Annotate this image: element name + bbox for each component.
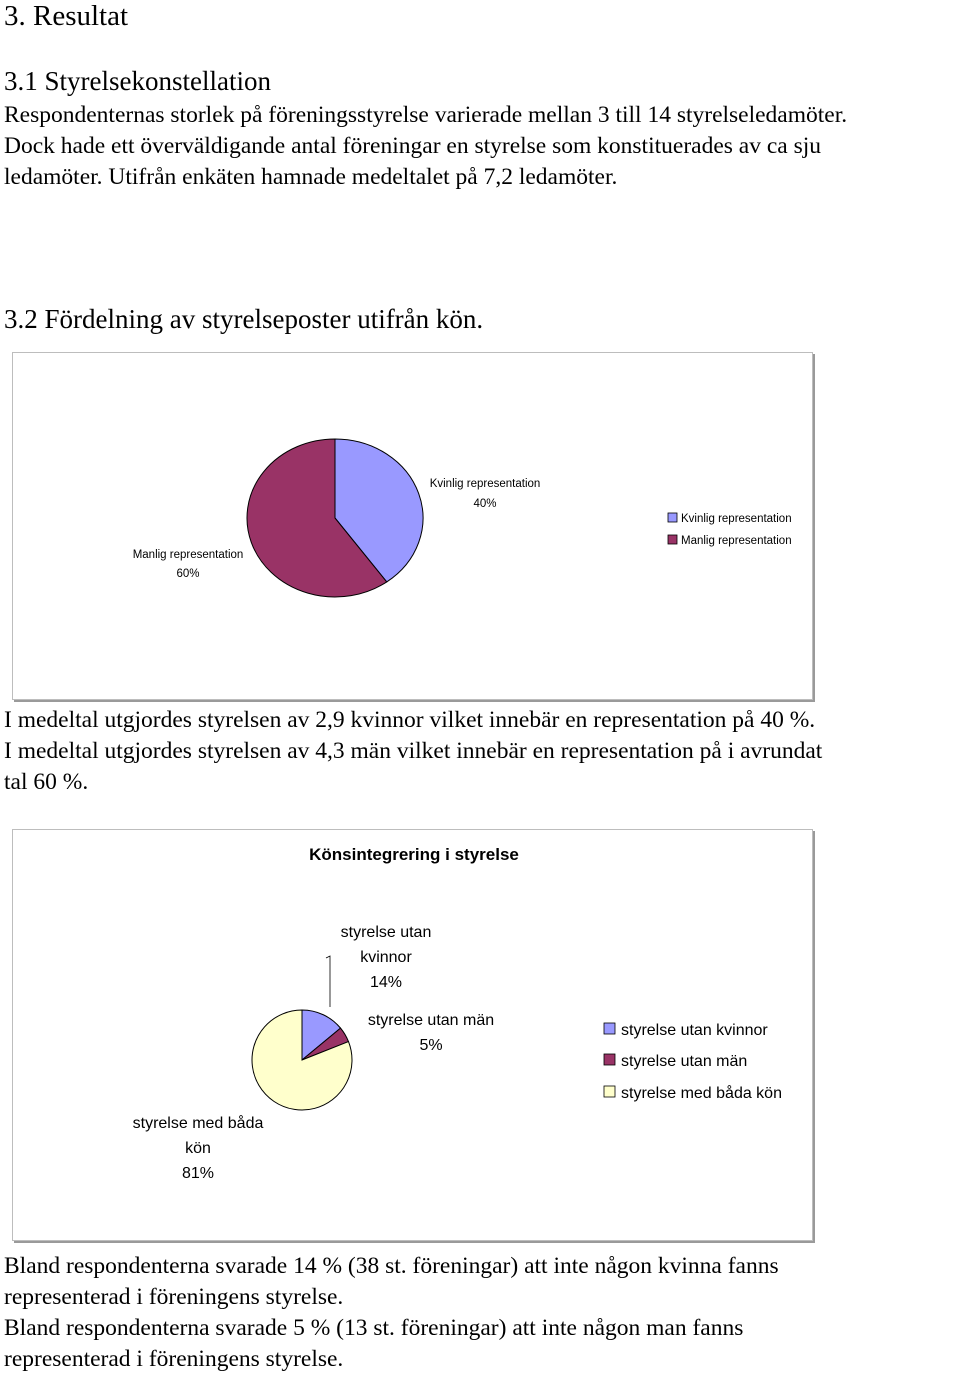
paragraph-line: I medeltal utgjordes styrelsen av 2,9 kvinnor vilket innebär en representation på 40 %. [4, 707, 816, 733]
paragraph-styrelsekonstellation [4, 100, 847, 193]
page-heading: 3. Resultat [4, 0, 129, 32]
leader-line-utan-kvinnor [326, 956, 330, 1007]
data-label-bada-kon-line1: styrelse med båda [132, 1115, 264, 1132]
paragraph-line: Dock hade ett överväldigande antal föreningar en styrelse som konstituerades av ca sju [4, 133, 821, 159]
legend-swatch-utan-man [604, 1054, 615, 1065]
legend-swatch-manlig [668, 535, 677, 544]
data-label-utan-kvinnor-line1: styrelse utan [340, 924, 432, 941]
pie-chart-representation [13, 353, 812, 699]
paragraph-line: Bland respondenterna svarade 14 % (38 st. föreningar) att inte någon kvinna fanns [4, 1253, 779, 1279]
paragraph-avslutning [4, 1251, 779, 1375]
legend-entry-utan-kvinnor: styrelse utan kvinnor [621, 1022, 768, 1039]
data-label-manlig-value: 60% [176, 568, 200, 580]
section-title-fordelning: 3.2 Fördelning av styrelseposter utifrån kön. [4, 304, 484, 334]
legend-swatch-utan-kvinnor [604, 1023, 615, 1034]
pie-chart-representation-panel [12, 352, 813, 700]
data-label-bada-kon-line2: kön [185, 1140, 211, 1157]
paragraph-line: I medeltal utgjordes styrelsen av 4,3 män vilket innebär en representation på i avrundat [4, 738, 823, 764]
pie-chart-konsintegrering-panel [12, 829, 813, 1241]
legend-entry-bada-kon: styrelse med båda kön [621, 1085, 782, 1102]
paragraph-line: representerad i föreningens styrelse. [4, 1284, 344, 1310]
paragraph-line: Respondenternas storlek på föreningsstyrelse varierade mellan 3 till 14 styrelseledamöter. [4, 102, 848, 128]
chart-title: Könsintegrering i styrelse [309, 845, 519, 864]
data-label-kvinlig-value: 40% [473, 498, 497, 510]
legend-entry-kvinlig: Kvinlig representation [681, 513, 792, 525]
data-label-utan-man-name: styrelse utan män [367, 1012, 495, 1029]
legend-entry-manlig: Manlig representation [681, 535, 792, 547]
paragraph-line: ledamöter. Utifrån enkäten hamnade medeltalet på 7,2 ledamöter. [4, 164, 618, 190]
data-label-utan-man-value: 5% [419, 1037, 443, 1054]
data-label-bada-kon-value: 81% [181, 1165, 215, 1182]
paragraph-line: tal 60 %. [4, 769, 89, 795]
legend-entry-utan-man: styrelse utan män [621, 1053, 748, 1070]
paragraph-fordelning [4, 705, 822, 798]
data-label-utan-kvinnor-line2: kvinnor [360, 949, 412, 966]
data-label-utan-kvinnor-value: 14% [369, 974, 403, 991]
data-label-kvinlig-name: Kvinlig representation [429, 478, 541, 490]
section-title-styrelsekonstellation: 3.1 Styrelsekonstellation [4, 66, 271, 96]
paragraph-line: Bland respondenterna svarade 5 % (13 st. föreningar) att inte någon man fanns [4, 1315, 744, 1341]
legend-swatch-kvinlig [668, 513, 677, 522]
data-label-manlig-name: Manlig representation [132, 549, 244, 561]
pie-chart-konsintegrering [13, 830, 812, 1240]
paragraph-line: representerad i föreningens styrelse. [4, 1346, 344, 1372]
legend-swatch-bada-kon [604, 1086, 615, 1097]
